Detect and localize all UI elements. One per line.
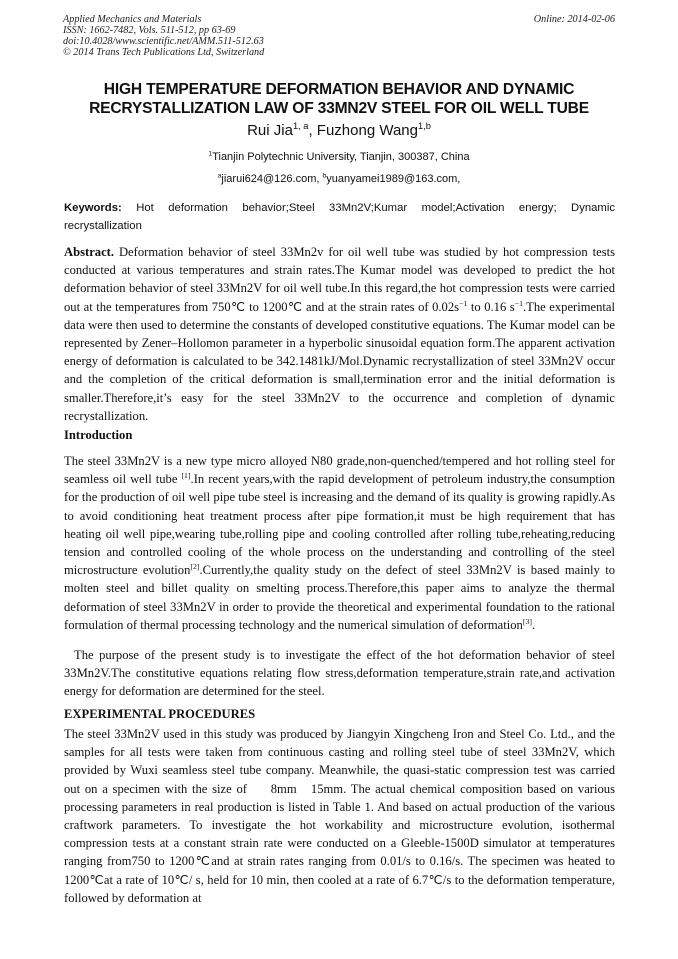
email-a-marker: a xyxy=(217,172,222,180)
introduction-heading: Introduction xyxy=(64,428,133,442)
author-1-affil: 1, a xyxy=(292,121,309,131)
doi-line[interactable]: doi:10.4028/www.scientific.net/AMM.511-512.63 xyxy=(63,36,264,47)
keywords-label: Keywords: xyxy=(64,202,122,214)
intro-text-3: .Currently,the quality study on the defect of steel 33Mn2V is based mainly to molten steel and billet quality on smelting process.Therefore,this paper aims to analyze the thermal deformation of steel 33Mn2V in order to provide the theoretical and experimental foundation to the rational formulation of thermal processing technology and the numerical simulation of deformation xyxy=(64,563,615,632)
copyright-line: © 2014 Trans Tech Publications Ltd, Switzerland xyxy=(63,47,265,58)
citation-3[interactable]: [3] xyxy=(522,616,532,626)
citation-1[interactable]: [1] xyxy=(181,471,191,481)
citation-2[interactable]: [2] xyxy=(190,562,200,572)
journal-header xyxy=(63,14,615,58)
abstract-label: Abstract. xyxy=(64,245,115,259)
abstract-sup-2: −1 xyxy=(514,298,523,308)
abstract-sup-1: −1 xyxy=(459,298,468,308)
introduction-paragraph-1 xyxy=(64,452,615,634)
intro-text-4: . xyxy=(531,617,536,632)
intro-text-2: .In recent years,with the rapid development of petroleum industry,the consumption for the production of oil well pipe tube steel is increasing and the demand of its quality is growing rapidly.As to avoid conditioning heat treatment process after pipe formation,it must be high requirement that has heating oil well pipe,wearing tube,rolling pipe and cooling controlled after rolling tube,reheating,reducing tension and controlled cooling of the whole process on the understanding and controlling of the steel microstructure evolution xyxy=(64,472,615,578)
abstract-text-1: Deformation behavior of steel 33Mn2v for oil well tube was studied by hot compression tests conducted at various temperatures and strain rates.The Kumar model was developed to predict the hot deformation behavior of steel 33Mn2V for oil well tube.In this regard,the hot compression tests were carried out at the temperatures from 750℃ to 1200℃ and at the strain rates of 0.02s xyxy=(64,245,615,314)
affiliation-text: Tianjin Polytechnic University, Tianjin, 300387, China xyxy=(212,151,470,163)
title-line-2: RECRYSTALLIZATION LAW OF 33MN2V STEEL FOR OIL WELL TUBE xyxy=(89,100,589,117)
title-line-1: HIGH TEMPERATURE DEFORMATION BEHAVIOR AND DYNAMIC xyxy=(103,81,575,98)
email-b[interactable]: yuanyamei1989@163.com, xyxy=(326,173,461,185)
paper-title xyxy=(40,80,638,118)
intro-text-1: The steel 33Mn2V is a new type micro alloyed N80 grade,non-quenched/tempered and hot rolling steel for seamless oil well tube xyxy=(64,454,615,487)
issn-line: ISSN: 1662-7482, Vols. 511-512, pp 63-69 xyxy=(63,25,236,36)
author-2: Fuzhong Wang xyxy=(316,122,418,139)
author-emails xyxy=(40,172,638,186)
author-2-affil: 1,b xyxy=(417,121,431,131)
journal-info xyxy=(63,14,615,58)
keywords xyxy=(64,199,615,235)
affiliation-marker: 1 xyxy=(208,150,213,158)
journal-name: Applied Mechanics and Materials xyxy=(63,14,202,25)
email-b-marker: b xyxy=(322,172,327,180)
abstract xyxy=(64,243,615,425)
affiliation xyxy=(40,150,638,164)
introduction-paragraph-2: The purpose of the present study is to investigate the effect of the hot deformation behavior of steel 33Mn2V.The constitutive equations relating flow stress,deformation temperature,strain rate,and activation energy for deformation are determined for the steel. xyxy=(64,648,615,699)
author-separator: , xyxy=(308,122,317,139)
experimental-heading: EXPERIMENTAL PROCEDURES xyxy=(64,707,256,721)
author-list xyxy=(40,122,638,140)
online-date: Online: 2014-02-06 xyxy=(533,14,615,25)
author-1: Rui Jia xyxy=(247,122,293,139)
abstract-text-3: .The experimental data were then used to determine the constants of developed constitutive equations. The Kumar model can be represented by Zener–Hollomon parameter in a hyperbolic sinusoidal equation form.The apparent activation energy of deformation is calculated to be 342.1481kJ/Mol.Dynamic recrystallization of steel 33Mn2V occur and the completion of the critical deformation is small,termination error and the initial deformation is smaller.Therefore,it’s easy for the steel 33Mn2V to the occurrence and completion of dynamic recrystallization. xyxy=(64,299,615,423)
experimental-paragraph-1: The steel 33Mn2V used in this study was produced by Jiangyin Xingcheng Iron and Steel Co. Ltd., and the samples for all tests were taken from continuous casting and rolling steel tube of steel 33Mn2V, which provided by Wuxi seamless steel tube company. Meanwhile, the quasi-static compression test was carried out on a specimen with the size of 8mm 15mm. The actual chemical composition based on various processing parameters in real production is listed in Table 1. And based on actual production of the various craftwork parameters. To investigate the hot workability and microstructure evolution, isothermal compression tests at a constant strain rate were conducted on a Gleeble-1500D simulator at temperatures ranging from750 to 1200℃and at strain rates ranging from 0.01/s to 0.16/s. The specimen was heated to 1200℃at a rate of 10℃/ s, held for 10 min, then cooled at a rate of 6.7℃/s to the deformation temperature, followed by deformation at xyxy=(64,727,615,905)
keywords-text: Hot deformation behavior;Steel 33Mn2V;Kumar model;Activation energy; Dynamic recrystallization xyxy=(64,202,615,232)
abstract-text-2: to 0.16 s xyxy=(467,299,515,314)
email-a[interactable]: jiarui624@126.com, xyxy=(221,173,323,185)
